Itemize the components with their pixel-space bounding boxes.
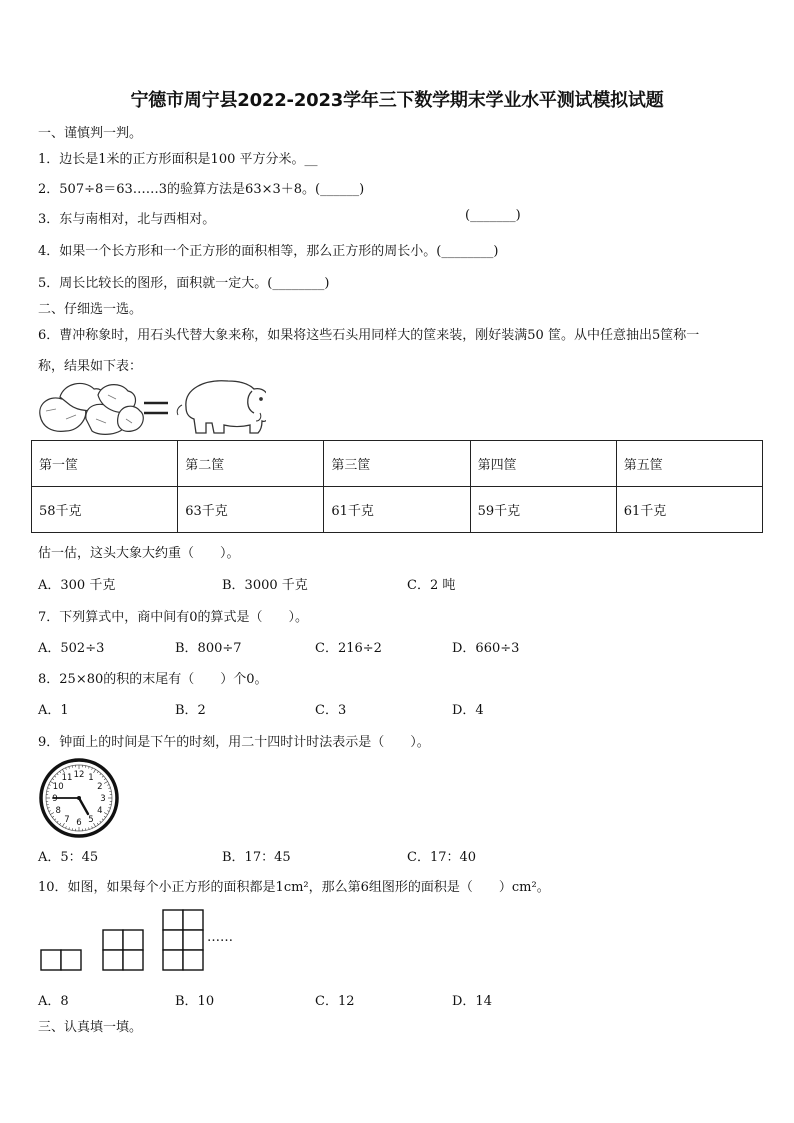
table-cell: 58千克 — [32, 487, 178, 533]
basket-weight-table — [31, 440, 763, 533]
q9-option-c[interactable]: C．17：40 — [407, 850, 477, 865]
question-9: 9．钟面上的时间是下午的时刻，用二十四时计时法表示是（ ）。 — [38, 735, 430, 750]
clock-face-icon — [38, 757, 120, 839]
clock-numeral: 1 — [88, 773, 94, 784]
table-cell: 59千克 — [470, 487, 616, 533]
question-6-prompt: 估一估，这头大象大约重（ ）。 — [38, 546, 240, 561]
question-7: 7．下列算式中，商中间有0的算式是（ ）。 — [38, 610, 309, 625]
q7-option-d[interactable]: D．660÷3 — [452, 641, 520, 656]
table-cell: 第一筐 — [32, 441, 178, 487]
clock-numeral: 4 — [97, 806, 103, 816]
q7-option-a[interactable]: A．502÷3 — [38, 641, 105, 656]
question-2: 2．507÷8＝63……3的验算方法是63×3＋8。(______) — [38, 182, 365, 197]
question-4: 4．如果一个长方形和一个正方形的面积相等，那么正方形的周长小。(________) — [38, 244, 499, 259]
question-1: 1．边长是1米的正方形面积是100 平方分米。__ — [38, 152, 318, 167]
question-10: 10．如图，如果每个小正方形的面积都是1cm²，那么第6组图形的面积是（ ）cm²。 — [38, 880, 550, 895]
q6-option-c[interactable]: C．2 吨 — [407, 578, 456, 593]
equals-sign-icon — [144, 403, 168, 413]
table-row-header — [32, 441, 763, 487]
elephant-icon — [177, 381, 266, 433]
q10-option-d[interactable]: D．14 — [452, 994, 492, 1009]
table-row-values — [32, 487, 763, 533]
question-3-blank: (_______) — [465, 208, 521, 223]
question-6-line-2: 称，结果如下表： — [38, 359, 143, 374]
table-cell: 第五筐 — [616, 441, 762, 487]
q6-option-a[interactable]: A．300 千克 — [38, 578, 116, 593]
stones-equal-elephant-illustration — [36, 375, 266, 437]
page-title: 宁德市周宁县2022-2023学年三下数学期末学业水平测试模拟试题 — [130, 90, 664, 111]
q7-option-c[interactable]: C．216÷2 — [315, 641, 382, 656]
q10-option-b[interactable]: B．10 — [175, 994, 215, 1009]
q9-option-a[interactable]: A．5：45 — [38, 850, 99, 865]
question-8: 8．25×80的积的末尾有（ ）个0。 — [38, 672, 268, 687]
q8-option-a[interactable]: A．1 — [38, 703, 69, 718]
q10-option-a[interactable]: A．8 — [38, 994, 69, 1009]
q8-option-c[interactable]: C．3 — [315, 703, 347, 718]
table-cell: 第三筐 — [324, 441, 470, 487]
stones-icon — [40, 383, 143, 434]
figure-2-four-squares — [103, 930, 143, 970]
q8-option-b[interactable]: B．2 — [175, 703, 206, 718]
table-cell: 第二筐 — [178, 441, 324, 487]
figure-1-two-squares — [41, 950, 81, 970]
q9-option-b[interactable]: B．17：45 — [222, 850, 291, 865]
table-cell: 61千克 — [616, 487, 762, 533]
table-cell: 第四筐 — [470, 441, 616, 487]
section-1-heading: 一、谨慎判一判。 — [38, 126, 143, 141]
figure-3-six-squares — [163, 910, 203, 970]
section-2-heading: 二、仔细选一选。 — [38, 302, 143, 317]
clock-numeral: 8 — [55, 806, 61, 816]
clock-numeral: 7 — [64, 814, 70, 825]
clock-numeral: 11 — [61, 773, 73, 784]
clock-numeral: 3 — [100, 794, 106, 804]
table-cell: 61千克 — [324, 487, 470, 533]
pattern-ellipsis: …… — [207, 930, 233, 945]
table-cell: 63千克 — [178, 487, 324, 533]
q6-option-b[interactable]: B．3000 千克 — [222, 578, 308, 593]
clock-numeral: 9 — [52, 794, 58, 804]
question-5: 5．周长比较长的图形，面积就一定大。(________) — [38, 276, 330, 291]
clock-numeral: 12 — [73, 770, 85, 780]
q8-option-d[interactable]: D．4 — [452, 703, 484, 718]
clock-numeral: 2 — [97, 782, 103, 792]
q10-option-c[interactable]: C．12 — [315, 994, 355, 1009]
question-6-line-1: 6．曹冲称象时，用石头代替大象来称，如果将这些石头用同样大的筐来装，刚好装满50 筐。从中任意抽出5筐称一 — [38, 328, 700, 343]
q7-option-b[interactable]: B．800÷7 — [175, 641, 242, 656]
section-3-heading: 三、认真填一填。 — [38, 1020, 143, 1035]
clock-numeral: 5 — [88, 814, 94, 825]
question-3: 3．东与南相对，北与西相对。 — [38, 212, 216, 227]
clock-numeral: 10 — [52, 782, 64, 792]
clock-numeral: 6 — [76, 818, 82, 828]
